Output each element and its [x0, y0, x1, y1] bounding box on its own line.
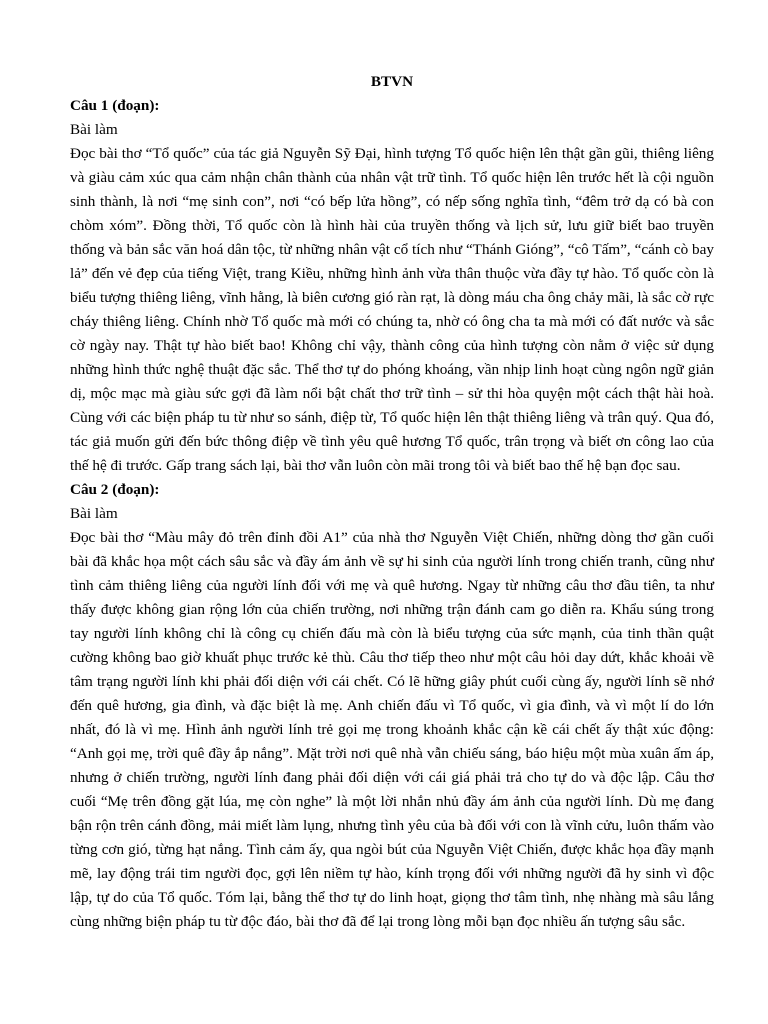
section-paragraph: Đọc bài thơ “Màu mây đỏ trên đỉnh đồi A1” của nhà thơ Nguyễn Việt Chiến, những dòng thơ gần cuối bài đã khắc họa một cách sâu sắc và đầy ám ảnh về sự hi sinh của người lính trong chiến tranh, cũng như tình cảm thiêng liêng của người lính đối với mẹ và quê hương. Ngay từ những câu thơ đầu tiên, ta như thấy được không gian rộng lớn của chiến trường, nơi những trận đánh cam go diễn ra. Khẩu súng trong tay người lính không chỉ là công cụ chiến đấu mà còn là biểu tượng của sức mạnh, của tinh thần quật cường không bao giờ khuất phục trước kẻ thù. Câu thơ tiếp theo như một câu hỏi day dứt, khắc khoải về tâm trạng người lính khi phải đối diện với cái chết. Có lẽ hững giây phút cuối cùng ấy, người lính sẽ nhớ đến quê hương, gia đình, và đặc biệt là mẹ. Anh chiến đấu vì Tổ quốc, vì gia đình, và vì một lí do lớn nhất, đó là vì mẹ. Hình ảnh người lính trẻ gọi mẹ trong khoảnh khắc cận kề cái chết ấy thật xúc động: “Anh gọi mẹ, trời quê đầy ắp nắng”. Mặt trời nơi quê nhà vẫn chiếu sáng, báo hiệu một mùa xuân ấm áp, nhưng ở chiến trường, người lính đang phải đối diện với cái giá phải trả cho tự do và độc lập. Câu thơ cuối “Mẹ trên đồng gặt lúa, mẹ còn nghe” là một lời nhắn nhủ đầy ám ảnh của người lính. Dù mẹ đang bận rộn trên cánh đồng, mải miết làm lụng, nhưng tình yêu của bà đối với con là vĩnh cửu, luôn thấm vào từng cơn gió, từng hạt nắng. Tình cảm ấy, qua ngòi bút của Nguyễn Việt Chiến, được khắc họa đầy mạnh mẽ, lay động trái tim người đọc, gợi lên niềm tự hào, kính trọng đối với những người đã hy sinh vì độc lập, tự do của Tổ quốc. Tóm lại, bằng thể thơ tự do linh hoạt, giọng thơ tâm tình, nhẹ nhàng mà sâu lắng cùng những biện pháp tu từ độc đáo, bài thơ đã để lại trong lòng mỗi bạn đọc nhiều ấn tượng sâu sắc. — [70, 529, 714, 930]
section-heading: Câu 1 (đoạn): — [70, 97, 160, 114]
section-paragraph: Đọc bài thơ “Tổ quốc” của tác giả Nguyễn Sỹ Đại, hình tượng Tổ quốc hiện lên thật gần gũi, thiêng liêng và giàu cảm xúc qua cảm nhận chân thành của nhân vật trữ tình. Tổ quốc hiện lên trước hết là cội nguồn sinh thành, là nơi “mẹ sinh con”, nơi “có bếp lửa hồng”, có nếp sống nghĩa tình, “đêm trở dạ có bà con chòm xóm”. Đồng thời, Tổ quốc còn là hình hài của truyền thống và lịch sử, lưu giữ biết bao truyền thống và bản sắc văn hoá dân tộc, từ những nhân vật cổ tích như “Thánh Gióng”, “cô Tấm”, “cánh cò bay lả” đến vẻ đẹp của tiếng Việt, trang Kiều, những hình ảnh vừa thân thuộc vừa đầy tự hào. Tổ quốc còn là biểu tượng thiêng liêng, vĩnh hằng, là biên cương gió ràn rạt, là dòng máu cha ông chảy mãi, là sắc cờ rực cháy thiêng liêng. Chính nhờ Tổ quốc mà mới có chúng ta, nhờ có ông cha ta mà mới có đất nước và sắc cờ ngày nay. Thật tự hào biết bao! Không chỉ vậy, thành công của hình tượng còn nằm ở việc sử dụng những hình thức nghệ thuật đặc sắc. Thể thơ tự do phóng khoáng, vần nhịp linh hoạt cùng ngôn ngữ giản dị, mộc mạc mà giàu sức gợi đã làm nổi bật chất thơ trữ tình – sử thi hòa quyện một cách thật hài hoà. Cùng với các biện pháp tu từ như so sánh, điệp từ, Tổ quốc hiện lên thật thiêng liêng và trân quý. Qua đó, tác giả muốn gửi đến bức thông điệp về tình yêu quê hương Tổ quốc, trân trọng và biết ơn công lao của thế hệ đi trước. Gấp trang sách lại, bài thơ vẫn luôn còn mãi trong tôi và biết bao thế hệ bạn đọc sau. — [70, 145, 714, 474]
document-page — [70, 70, 714, 934]
section-1 — [70, 94, 714, 478]
section-subheading: Bài làm — [70, 505, 118, 522]
section-subheading: Bài làm — [70, 121, 118, 138]
section-heading: Câu 2 (đoạn): — [70, 481, 160, 498]
document-title: BTVN — [370, 73, 414, 90]
section-2 — [70, 478, 714, 934]
